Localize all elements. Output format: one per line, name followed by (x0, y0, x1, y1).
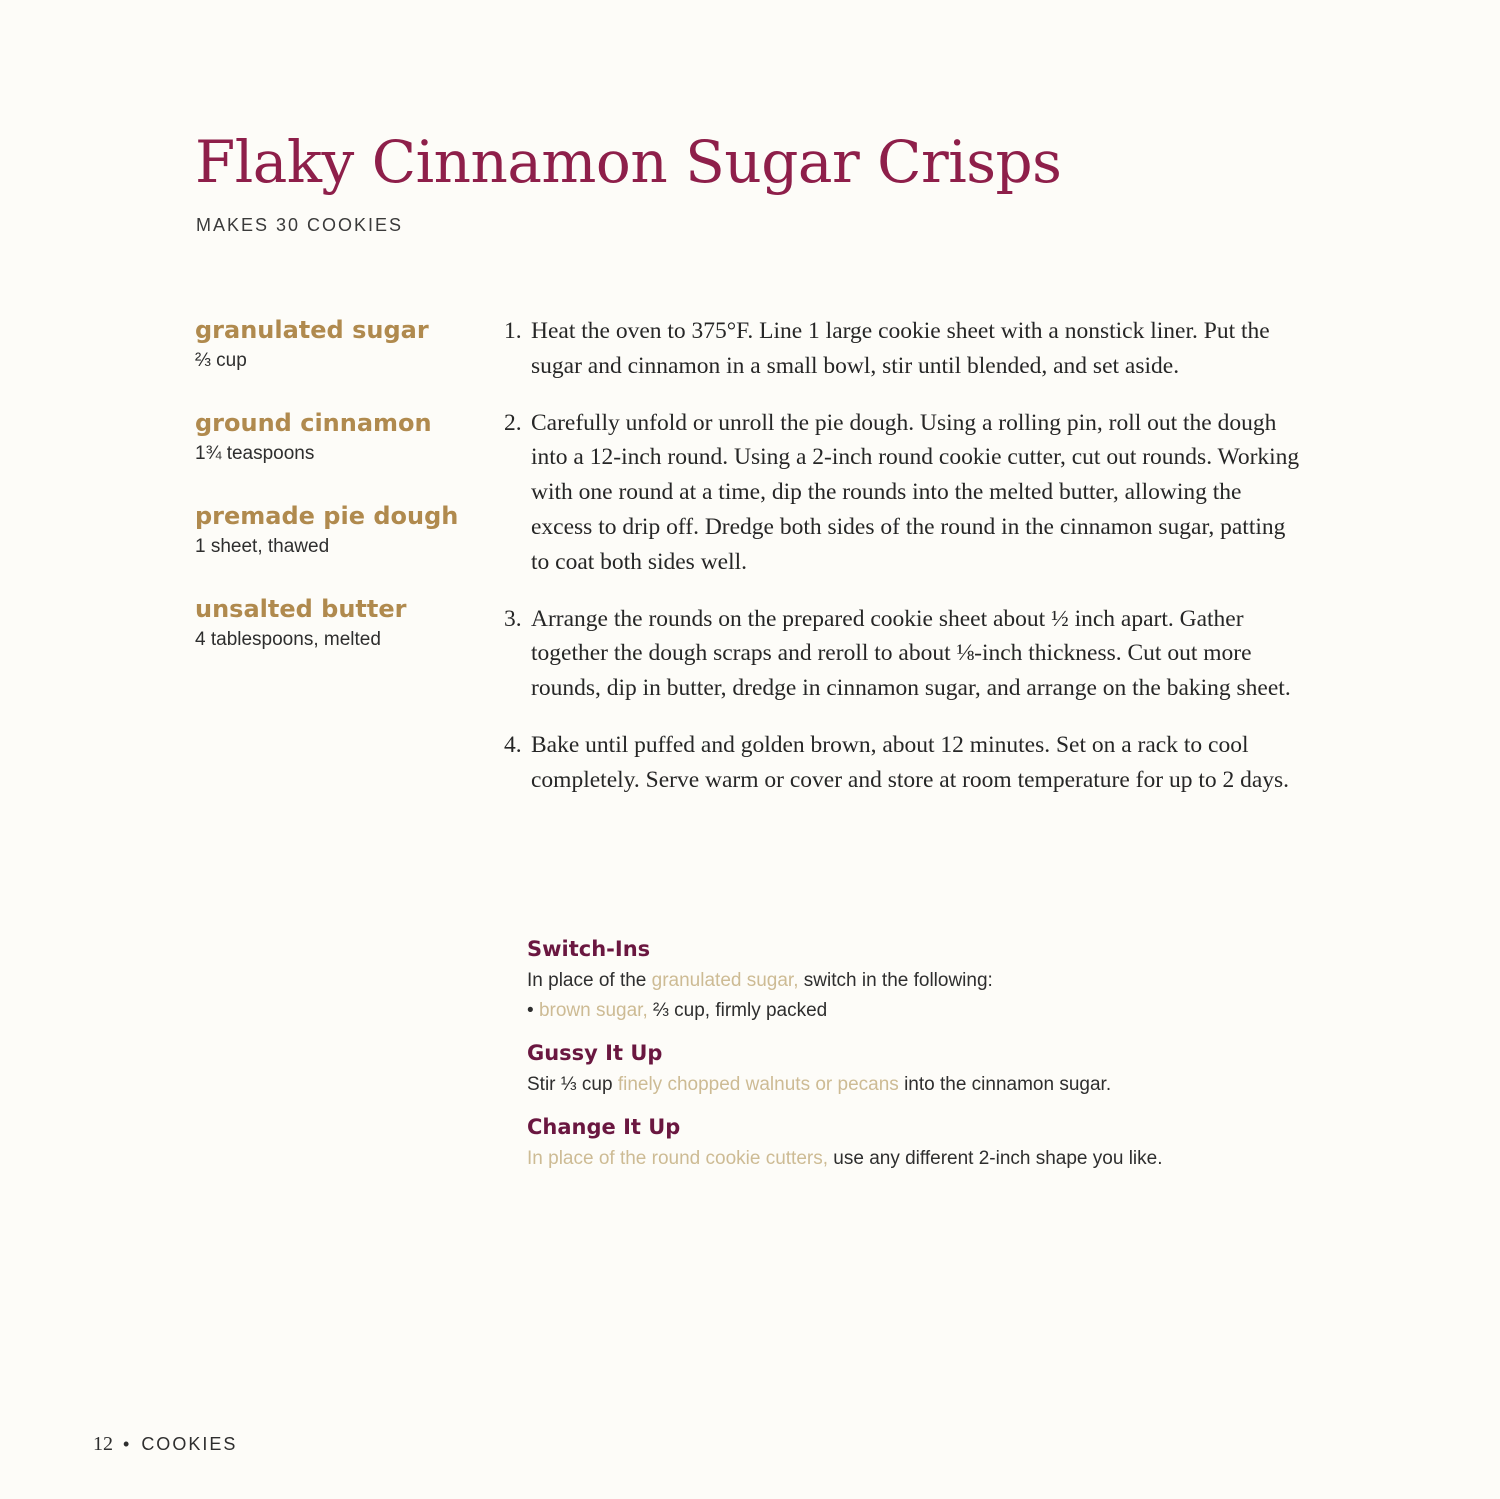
page-footer (93, 1433, 237, 1456)
step-text: Carefully unfold or unroll the pie dough. Using a rolling pin, roll out the dough into a 12-inch round. Using a 2-inch round cookie cutter, cut out rounds. Working with one round at a time, dip the rounds into the melted butter, allowing the excess to drip off. Dredge both sides of the round in the cinnamon sugar, patting to coat both sides well. (531, 409, 1300, 575)
ingredient-quantity: 4 tablespoons, melted (195, 629, 381, 650)
tip-text-plain: use any different 2-inch shape you like. (828, 1148, 1163, 1169)
footer-separator: • (123, 1434, 132, 1454)
method-step (504, 728, 1304, 798)
ingredient-item (195, 314, 485, 407)
step-number: 1. (504, 318, 522, 344)
ingredient-name: unsalted butter (195, 595, 407, 623)
ingredient-quantity: 1 sheet, thawed (195, 536, 330, 557)
step-number: 4. (504, 731, 522, 758)
tip-text-plain: ⅔ cup, firmly packed (647, 1000, 828, 1021)
step-text: Arrange the rounds on the prepared cookie sheet about ½ inch apart. Gather together the dough scraps and reroll to about ⅛-inch thickness. Cut out more rounds, dip in butter, dredge in cinnamon sugar, and arrange on the baking sheet. (531, 605, 1291, 702)
tip-highlight: brown sugar, (538, 1000, 648, 1021)
step-number: 3. (504, 605, 522, 632)
ingredient-quantity: 1¾ teaspoons (195, 443, 315, 464)
ingredient-item (195, 593, 485, 686)
ingredient-name: granulated sugar (195, 316, 429, 344)
ingredient-quantity: ⅔ cup (195, 350, 247, 371)
tip-gussy-it-up (527, 1036, 1287, 1100)
method-step (504, 406, 1304, 580)
tip-highlight: In place of the round cookie cutters, (527, 1148, 829, 1169)
section-name: COOKIES (141, 1434, 238, 1454)
tip-highlight: granulated sugar, (651, 970, 799, 991)
step-text: Bake until puffed and golden brown, about 12 minutes. Set on a rack to cool completely. Serve warm or cover and store at room temperature for up to 2 days. (531, 731, 1290, 793)
tip-text (527, 1144, 1287, 1174)
method-step (504, 314, 1304, 384)
tip-bullet-line (527, 996, 1287, 1026)
ingredient-item (195, 500, 485, 593)
bullet-icon: • (527, 1000, 534, 1021)
tip-heading: Gussy It Up (527, 1041, 663, 1065)
ingredient-name: premade pie dough (195, 502, 459, 530)
method-steps (504, 314, 1304, 820)
tip-switch-ins (527, 932, 1287, 1026)
method-step (504, 602, 1304, 706)
tip-highlight: finely chopped walnuts or pecans (617, 1074, 899, 1095)
recipe-yield: MAKES 30 COOKIES (196, 215, 404, 235)
step-number: 2. (504, 409, 522, 436)
ingredient-name: ground cinnamon (195, 409, 432, 437)
tip-text-plain: into the cinnamon sugar. (898, 1074, 1112, 1095)
ingredient-item (195, 407, 485, 500)
tip-text-plain: switch in the following: (798, 970, 993, 991)
tip-heading: Switch-Ins (527, 937, 651, 961)
tip-heading: Change It Up (527, 1115, 681, 1139)
recipe-title: Flaky Cinnamon Sugar Crisps (195, 128, 1062, 196)
tip-text (527, 1070, 1287, 1100)
recipe-variations (527, 932, 1287, 1184)
tip-text-plain: Stir ⅓ cup (527, 1074, 618, 1095)
tip-change-it-up (527, 1110, 1287, 1174)
tip-text-plain: In place of the (527, 970, 652, 991)
tip-text (527, 966, 1287, 996)
ingredient-list (195, 314, 485, 686)
page-number: 12 (93, 1433, 113, 1455)
step-text: Heat the oven to 375°F. Line 1 large cookie sheet with a nonstick liner. Put the sugar and cinnamon in a small bowl, stir until blended, and set aside. (531, 318, 1270, 379)
